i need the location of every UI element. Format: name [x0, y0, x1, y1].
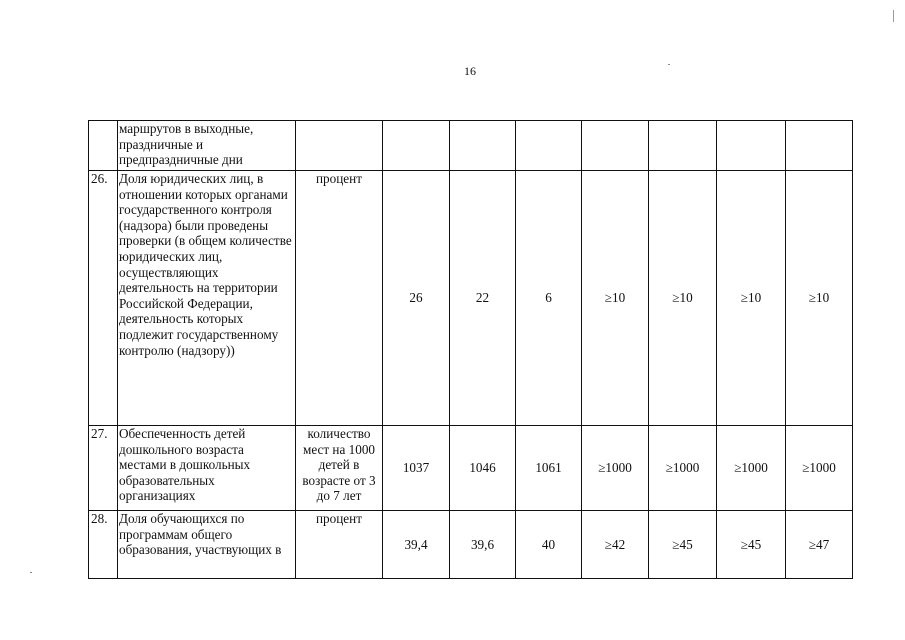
value-cell: ≥1000: [786, 426, 853, 511]
value-cell: [516, 121, 582, 171]
table-row: [89, 511, 853, 579]
value-cell: ≥10: [649, 171, 717, 426]
unit-of-measure: количество мест на 1000 детей в возрасте от 3 до 7 лет: [296, 426, 383, 511]
value-cell: [450, 121, 516, 171]
value-cell: [649, 121, 717, 171]
value-cell: ≥42: [582, 511, 649, 579]
table-row: [89, 426, 853, 511]
value-cell: ≥10: [582, 171, 649, 426]
indicator-name: Доля обучающихся по программам общего образования, участвующих в: [118, 511, 296, 579]
indicator-name: маршрутов в выходные, праздничные и предпраздничные дни: [118, 121, 296, 171]
indicators-table: [88, 120, 853, 579]
unit-of-measure: процент: [296, 511, 383, 579]
value-cell: ≥1000: [582, 426, 649, 511]
value-cell: 1046: [450, 426, 516, 511]
indicator-name: Обеспеченность детей дошкольного возраста местами в дошкольных образовательных организациях: [118, 426, 296, 511]
scan-edge-mark: [893, 10, 894, 22]
value-cell: 39,6: [450, 511, 516, 579]
value-cell: ≥45: [649, 511, 717, 579]
value-cell: 1061: [516, 426, 582, 511]
value-cell: 6: [516, 171, 582, 426]
value-cell: [717, 121, 786, 171]
scan-speck: [30, 572, 32, 573]
table-row: [89, 171, 853, 426]
page-number: 16: [464, 64, 476, 78]
value-cell: ≥47: [786, 511, 853, 579]
row-number: [89, 121, 118, 171]
scan-speck: [668, 64, 670, 65]
value-cell: ≥1000: [649, 426, 717, 511]
value-cell: ≥10: [786, 171, 853, 426]
unit-of-measure: процент: [296, 171, 383, 426]
value-cell: ≥10: [717, 171, 786, 426]
value-cell: ≥45: [717, 511, 786, 579]
value-cell: [582, 121, 649, 171]
value-cell: [786, 121, 853, 171]
value-cell: ≥1000: [717, 426, 786, 511]
value-cell: 1037: [383, 426, 450, 511]
value-cell: 39,4: [383, 511, 450, 579]
row-number: 28.: [89, 511, 118, 579]
row-number: 27.: [89, 426, 118, 511]
value-cell: 22: [450, 171, 516, 426]
row-number: 26.: [89, 171, 118, 426]
value-cell: 26: [383, 171, 450, 426]
value-cell: [383, 121, 450, 171]
value-cell: 40: [516, 511, 582, 579]
indicator-name: Доля юридических лиц, в отношении которых органами государственного контроля (надзора) были проведены проверки (в общем количестве юридических лиц, осуществляющих деятельность на территории Российской Федерации, деятельность которых подлежит государственному контролю (надзору)): [118, 171, 296, 426]
unit-of-measure: [296, 121, 383, 171]
table-row: [89, 121, 853, 171]
